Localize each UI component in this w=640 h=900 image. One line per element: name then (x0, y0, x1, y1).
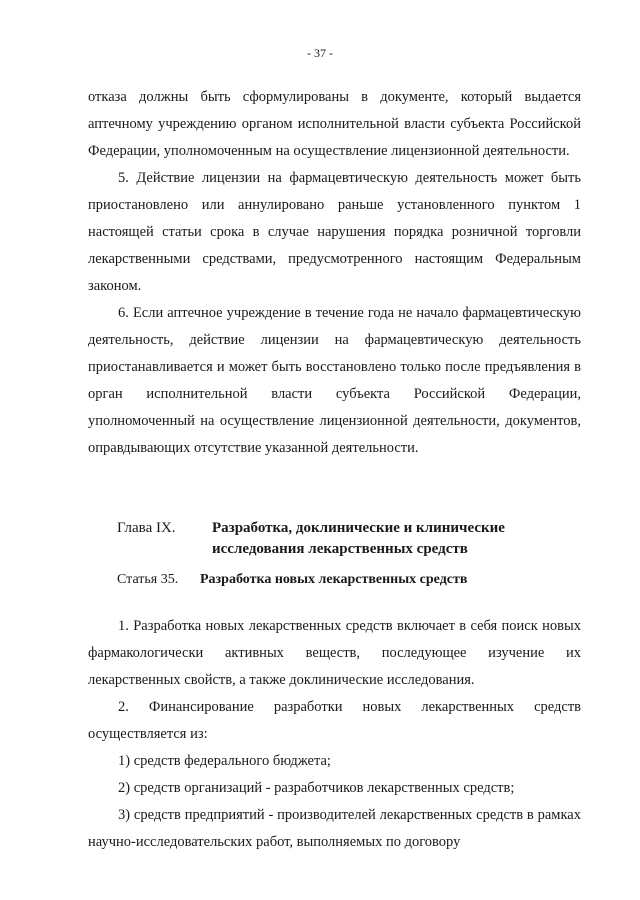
paragraph-item-5: 5. Действие лицензии на фармацевтическую деятельность может быть приостановлено или аннулировано раньше установленного пунктом 1 настоящей статьи срока в случае нарушения порядка розничной торговли лекарственными средствами, предусмотренного настоящим Федеральным законом. (88, 170, 581, 294)
chapter-label: Глава IX. (117, 520, 176, 536)
list-item-1: 1) средств федерального бюджета; (118, 753, 331, 769)
paragraph-item-1: 1. Разработка новых лекарственных средств включает в себя поиск новых фармакологически активных веществ, последующее изучение их лекарственных свойств, а также доклинические исследования. (88, 618, 581, 688)
paragraph-continuation: отказа должны быть сформулированы в документе, который выдается аптечному учреждению органом исполнительной власти субъекта Российской Федерации, уполномоченным на осуществление лицензионной деятельности. (88, 89, 581, 159)
article-label: Статья 35. (117, 572, 179, 587)
bottom-text-block (88, 613, 581, 856)
article-title: Разработка новых лекарственных средств (200, 572, 468, 587)
chapter-heading (117, 518, 587, 560)
chapter-title: Разработка, доклинические и клинические исследования лекарственных средств (212, 520, 505, 557)
list-item-3: 3) средств предприятий - производителей лекарственных средств в рамках научно-исследовательских работ, выполняемых по договору (88, 807, 581, 850)
list-item-2: 2) средств организаций - разработчиков лекарственных средств; (118, 780, 515, 796)
top-text-block (88, 84, 581, 462)
page-number: - 37 - (307, 46, 333, 60)
article-heading (117, 570, 587, 590)
paragraph-item-6: 6. Если аптечное учреждение в течение года не начало фармацевтическую деятельность, действие лицензии на фармацевтическую деятельность приостанавливается и может быть восстановлено только после предъявления в орган исполнительной власти субъекта Российской Федерации, уполномоченный на осуществление лицензионной деятельности, документов, оправдывающих отсутствие указанной деятельности. (88, 305, 581, 456)
paragraph-item-2: 2. Финансирование разработки новых лекарственных средств осуществляется из: (88, 699, 581, 742)
